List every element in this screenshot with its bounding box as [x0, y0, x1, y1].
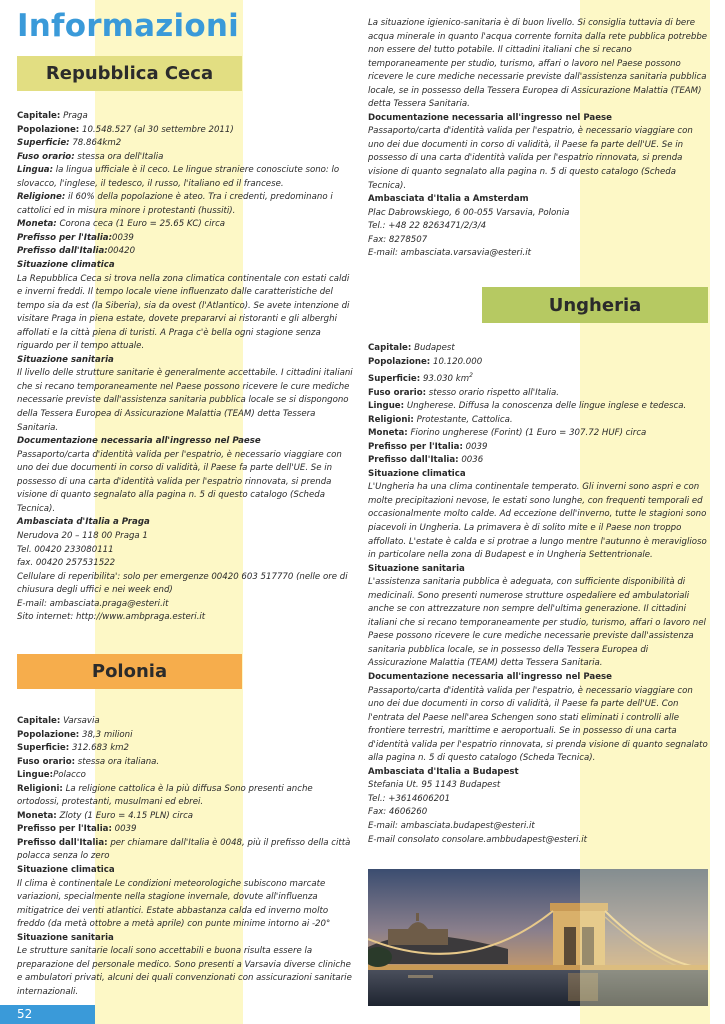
field-label: Religioni: [368, 414, 414, 425]
field-value: La religione cattolica è la più diffusa Sono presenti anche ortodossi, protestanti, musulmani ed ebrei. [17, 783, 313, 808]
field-label: Prefisso dall'Italia: [17, 246, 108, 257]
sanitaria-heading: Situazione sanitaria [17, 932, 114, 943]
clima-heading: Situazione climatica [17, 865, 115, 876]
field-value: 38,3 milioni [81, 729, 133, 740]
field-value: Ungherese. Diffusa la conoscenza delle lingue inglese e tedesca. [406, 401, 687, 412]
info-lingua [17, 164, 357, 191]
field-label: Prefisso per l'Italia: [17, 824, 112, 835]
field-label: Prefisso dall'Italia: [368, 455, 459, 466]
field-label: Religioni: [17, 783, 63, 794]
heading-text: Repubblica Ceca [45, 63, 214, 84]
info-fuso [368, 387, 708, 401]
field-label: Capitale: [368, 343, 412, 353]
doc-text: Passaporto/carta d'identità valida per l'espatrio, è necessario viaggiare con uno dei due documenti in corso di validità, il Paese fa parte dell'UE. Con l'entrata del Paese nell'area Schengen sono stati eliminati i controlli alle frontiere terrestri, marittime e aeroportuali. Se in possesso di una carta d'identità valida per l'espatrio rinnovata, si prenda visione di quanto segnalato alla pagina n. 5 di questo catalogo (Scheda Tecnica). [368, 685, 708, 764]
field-value: Praga [63, 111, 88, 121]
field-label: Popolazione: [17, 729, 80, 740]
field-value: il 60% della popolazione è ateo. Tra i credenti, predominano i cattolici ed in misura minore i protestanti (hussiti). [17, 192, 333, 216]
embassy-email: E-mail: ambasciata.varsavia@esteri.it [368, 248, 531, 259]
field-label: Fuso orario: [17, 756, 76, 767]
field-value: Varsavia [63, 716, 100, 726]
embassy-line: Plac Dabrowskiego, 6 00-055 Varsavia, Polonia [368, 207, 570, 218]
field-value: 93.030 km [422, 373, 470, 384]
field-value: stessa ora dell'Italia [77, 151, 164, 162]
embassy-heading: Ambasciata d'Italia a Praga [17, 517, 150, 528]
photo-illustration [368, 869, 708, 1006]
field-label: Fuso orario: [17, 151, 75, 162]
field-label: Capitale: [17, 111, 61, 121]
doc-heading: Documentazione necessaria all'ingresso nel Paese [368, 671, 612, 682]
heading-text: Polonia [91, 661, 168, 682]
info-religione [17, 191, 357, 218]
field-value: 0039 [114, 824, 137, 835]
embassy-line: fax. 00420 257531522 [17, 558, 116, 569]
consulate-email: E-mail consolato consolare.ambbudapest@esteri.it [368, 834, 587, 845]
embassy-line: Stefania Ut. 95 1143 Budapest [368, 780, 501, 791]
field-label: Religione: [17, 192, 66, 203]
section-heading-ungheria [482, 287, 708, 323]
info-capitale [17, 110, 357, 124]
embassy-line: Cellulare di reperibilita': solo per emergenze 00420 603 517770 (nelle ore di chiusura degli uffici e nei week end) [17, 571, 348, 596]
info-popolazione [17, 124, 357, 138]
info-moneta [17, 810, 357, 824]
field-value: Protestante, Cattolica. [416, 414, 513, 425]
doc-heading: Documentazione necessaria all'ingresso nel Paese [368, 112, 612, 123]
embassy-line: Tel.: +48 22 8263471/2/3/4 [368, 221, 487, 232]
field-value: stesso orario rispetto all'Italia. [428, 387, 560, 398]
sanitaria-heading: Situazione sanitaria [17, 354, 114, 365]
info-popolazione [368, 356, 708, 370]
field-value: stessa ora italiana. [77, 756, 160, 767]
field-label: Capitale: [17, 716, 61, 726]
polonia-section [17, 715, 357, 999]
heading-text: Ungheria [548, 294, 642, 316]
sanitaria-text: La situazione igienico-sanitaria è di buon livello. Si consiglia tuttavia di bere acqua minerale in quanto l'acqua corrente fornita dalla rete pubblica potrebbe non essere del tutto potabile. Il cittadini italiani che si recano temporaneamente per studio, turismo, affari o lavoro nel Paese possono ricevere le cure mediche necessarie previste dall'assistenza sanitaria pubblica locale, se in possesso della Tessera Europea di Assicurazione Malattia (TEAM) detta Tessera Sanitaria. [368, 18, 708, 110]
section-heading-polonia [17, 654, 242, 689]
sanitaria-text: L'assistenza sanitaria pubblica è adeguata, con sufficiente disponibilità di medicinali. Sono presenti numerose strutture ospedaliere ed ambulatoriali anche se con attrezzature non sempre dell'ultima generazione. Il cittadini italiani che si recano temporaneamente per studio, turismo, affari o lavoro nel Paese possono ricevere le cure mediche necessarie previste dall'assistenza sanitaria pubblica locale, se in possesso della Tessera Europea di Assicurazione Malattia (TEAM) detta Tessera Sanitaria. [368, 577, 706, 669]
field-value: 0036 [461, 455, 484, 466]
info-lingue [17, 769, 357, 783]
info-superficie [368, 369, 708, 386]
field-label: Popolazione: [17, 124, 80, 135]
section-heading-ceca [17, 56, 242, 91]
field-value: 312.683 km2 [71, 743, 130, 754]
field-label: Moneta: [17, 810, 57, 821]
polonia-continued [368, 17, 708, 261]
page-number: 52 [0, 1005, 95, 1024]
clima-text: Il clima è continentale Le condizioni meteorologiche subiscono marcate variazioni, specialmente nella stagione invernale, dovute all'influenza mitigatrice dei venti atlantici. Estate abbastanza calda ed inverno molto freddo (da metà ottobre a metà aprile) con punte minime intorno ai -20° [17, 878, 331, 930]
field-label: Lingua: [17, 165, 54, 176]
sanitaria-text: Le strutture sanitarie locali sono accettabili e buona risulta essere la preparazione del personale medico. Sono presenti a Varsavia diverse cliniche e ambulatori privati, alcuni dei quali convenzionati con assicurazioni sanitarie internazionali. [17, 946, 352, 997]
field-label: Lingue: [368, 401, 405, 412]
embassy-heading: Ambasciata d'Italia a Amsterdam [368, 194, 529, 205]
field-label: Moneta: [17, 219, 57, 230]
field-value: 10.548.527 (al 30 settembre 2011) [81, 124, 234, 135]
field-label: Prefisso dall'Italia: [17, 837, 108, 848]
field-value: Fiorino ungherese (Forint) (1 Euro = 307.72 HUF) circa [410, 428, 647, 439]
budapest-bridge-photo [368, 869, 708, 1006]
field-value: la lingua ufficiale è il ceco. Le lingue straniere conosciute sono: lo slovacco, l'inglese, il tedesco, il russo, l'italiano ed il francese. [17, 165, 340, 189]
embassy-email: E-mail: ambasciata.budapest@esteri.it [368, 821, 535, 831]
info-prefisso-per [17, 232, 357, 246]
embassy-line: Fax: 8278507 [368, 234, 428, 245]
sanitaria-text: Il livello delle strutture sanitarie è generalmente accettabile. I cittadini italiani che si recano temporaneamente nel Paese possono ricevere le cure mediche necessarie previste dall'assistenza sanitaria pubblica locale se si dispongono della Tessera Europea di Assicurazione Malattia (TEAM) detta Tessera Sanitaria. [17, 368, 353, 433]
info-moneta [368, 427, 708, 441]
embassy-website: Sito internet: http://www.ambpraga.esteri.it [17, 612, 206, 623]
info-superficie [17, 137, 357, 151]
field-value: 78.864km2 [72, 138, 122, 149]
info-fuso [17, 151, 357, 165]
info-lingue [368, 400, 708, 414]
field-value: Budapest [414, 343, 455, 353]
field-sup: 2 [469, 372, 473, 380]
info-moneta [17, 218, 357, 232]
embassy-line: Tel.: +3614606201 [368, 793, 451, 804]
info-capitale [368, 342, 708, 356]
info-prefisso-dall [17, 837, 357, 864]
info-popolazione [17, 729, 357, 743]
field-label: Prefisso per l'Italia: [17, 232, 113, 243]
field-label: Popolazione: [368, 356, 431, 367]
embassy-line: Tel. 00420 233080111 [17, 544, 114, 555]
field-value: 0039 [112, 232, 134, 243]
info-prefisso-dall [17, 245, 357, 259]
field-value: per chiamare dall'Italia è 0048, più il prefisso della città polacca senza lo zero [17, 837, 351, 862]
info-prefisso-per [368, 441, 708, 455]
field-value: 10.120.000 [432, 356, 483, 367]
field-value: Zloty (1 Euro = 4.15 PLN) circa [59, 810, 194, 821]
page-title: Informazioni [17, 8, 239, 44]
info-religioni [368, 414, 708, 428]
embassy-email: E-mail: ambasciata.praga@esteri.it [17, 598, 169, 609]
sanitaria-heading: Situazione sanitaria [368, 563, 465, 574]
ceca-section [17, 110, 357, 625]
doc-text: Passaporto/carta d'identità valida per l'espatrio, è necessario viaggiare con uno dei due documenti in corso di validità, il Paese fa parte dell'UE. Se in possesso di una carta d'identità valida per l'espatrio rinnovata, si prenda visione di quanto segnalato alla pagina n. 5 di questo catalogo (Scheda Tecnica). [17, 449, 342, 514]
field-value: Corona ceca (1 Euro = 25.65 KC) circa [59, 219, 226, 230]
clima-heading: Situazione climatica [368, 468, 466, 479]
info-religioni [17, 783, 357, 810]
field-label: Fuso orario: [368, 387, 427, 398]
doc-heading: Documentazione necessaria all'ingresso nel Paese [17, 436, 261, 447]
doc-text: Passaporto/carta d'identità valida per l'espatrio, è necessario viaggiare con uno dei due documenti in corso di validità, il Paese fa parte dell'UE. Se in possesso di una carta d'identità valida per l'espatrio rinnovata, si prenda visione di quanto segnalato alla pagina n. 5 di questo catalogo (Scheda Tecnica). [368, 126, 693, 191]
field-label: Moneta: [368, 428, 408, 439]
ungheria-section [368, 342, 708, 847]
info-prefisso-dall [368, 454, 708, 468]
info-superficie [17, 742, 357, 756]
field-label: Prefisso per l'Italia: [368, 441, 463, 452]
info-fuso [17, 756, 357, 770]
embassy-heading: Ambasciata d'Italia a Budapest [368, 766, 519, 777]
field-value: 00420 [107, 246, 136, 257]
clima-heading: Situazione climatica [17, 260, 115, 271]
info-capitale [17, 715, 357, 729]
embassy-line: Nerudova 20 – 118 00 Praga 1 [17, 530, 148, 541]
embassy-line: Fax: 4606260 [368, 807, 428, 818]
field-label: Superficie: [17, 138, 70, 149]
clima-text: L'Ungheria ha una clima continentale temperato. Gli inverni sono aspri e con molte precipitazioni nevose, le estati sono lunghe, con frequenti temporali ed occasionalmente molto calde. Ad eccezione dell'inverno, tutte le stagioni sono piacevoli in Ungheria. La primavera è di solito mite e il Paese non troppo affollato. L'estate è calda e si protrae a lungo mentre l'autunno è meraviglioso in particolare nella zona di Budapest e in Ungheria Settentrionale. [368, 482, 707, 561]
info-prefisso-per [17, 823, 357, 837]
field-label: Superficie: [368, 373, 421, 384]
field-label: Lingue: [17, 770, 54, 781]
field-label: Superficie: [17, 743, 70, 754]
clima-text: La Repubblica Ceca si trova nella zona climatica continentale con estati caldi e inverni freddi. Il tempo locale viene influenzato dalle caratteristiche del tempo sia da est (la Siberia), sia da ovest (l'Atlantico). Se avete intenzione di visitare Praga in piena estate, dovete prepararvi ai ristoranti e gli alberghi affollati e la città piena di turisti. A Praga c'è bella ogni stagione senza riguardo per il tempo attuale. [17, 273, 350, 352]
field-value: Polacco [53, 770, 86, 781]
field-value: 0039 [465, 441, 488, 452]
